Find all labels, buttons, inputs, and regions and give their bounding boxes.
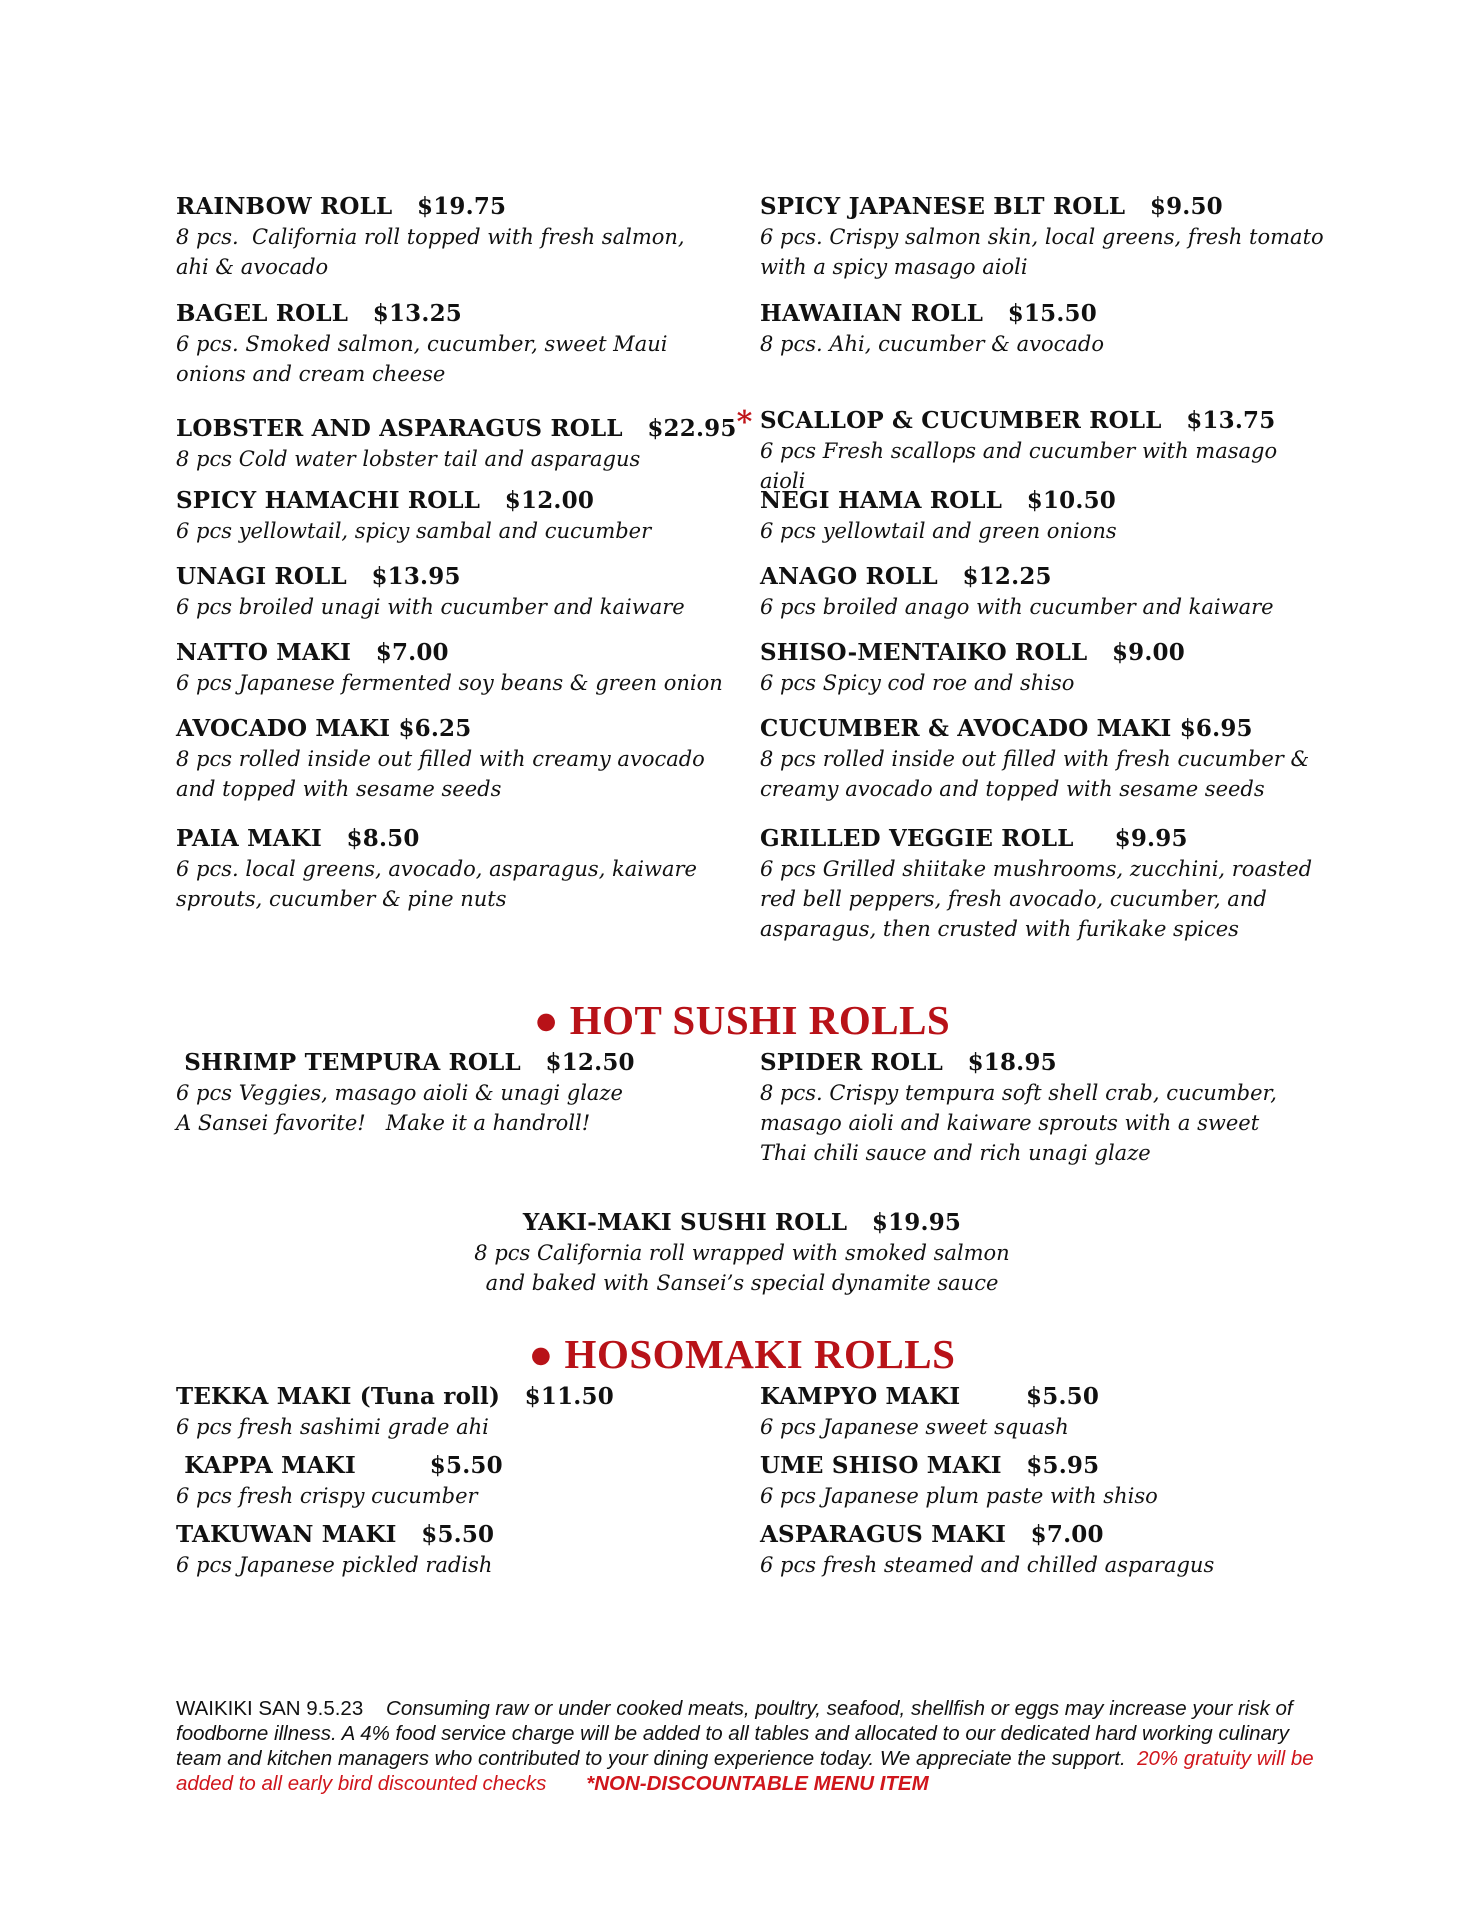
health-notice: Consuming raw or under cooked meats, poultry, seafood, shellfish or eggs may increase your risk of foodborne illness. A 4% food service charge will be added to all tables and allocated to our dedicated hard working culinary team and kitchen managers who contributed to your dining experience today. We appreciate the support. (176, 1697, 1293, 1770)
item-name (176, 405, 753, 444)
item-description: 8 pcs rolled inside out filled with creamy avocado and topped with sesame seeds (176, 747, 705, 801)
item-description: 8 pcs California roll wrapped with smoked salmon and baked with Sansei’s special dynamite sauce (474, 1241, 1010, 1295)
item-description: 6 pcs broiled anago with cucumber and kaiware (760, 595, 1274, 619)
item-name: HAWAIIAN ROLL $15.50 (760, 300, 1097, 327)
footer-disclaimer (176, 1696, 1336, 1796)
gratuity-notice: 20% gratuity will be added to all early bird discounted checks (176, 1747, 1314, 1795)
item-name: SCALLOP & CUCUMBER ROLL $13.75 (760, 407, 1276, 434)
item-name: NEGI HAMA ROLL $10.50 (760, 487, 1116, 514)
item-name: TAKUWAN MAKI $5.50 (176, 1521, 495, 1548)
item-name: BAGEL ROLL $13.25 (176, 300, 462, 327)
item-description: 6 pcs Veggies, masago aioli & unagi glaze A Sansei favorite! Make it a handroll! (176, 1081, 623, 1135)
item-name: UME SHISO MAKI $5.95 (760, 1452, 1100, 1479)
menu-item-rainbow-roll (176, 191, 742, 298)
menu-item-spicy-hamachi-roll (176, 485, 742, 561)
item-description: 8 pcs. California roll topped with fresh salmon, ahi & avocado (176, 225, 685, 279)
item-description: 6 pcs fresh sashimi grade ahi (176, 1415, 489, 1439)
menu-item-tekka-maki (176, 1381, 742, 1450)
menu-item-grilled-veggie-roll (760, 823, 1326, 941)
item-description: 6 pcs yellowtail, spicy sambal and cucumber (176, 519, 652, 543)
item-description: 6 pcs Japanese pickled radish (176, 1553, 493, 1577)
item-name: RAINBOW ROLL $19.75 (176, 193, 507, 220)
menu-item-asparagus-maki (760, 1519, 1326, 1588)
item-name: SHISO-MENTAIKO ROLL $9.00 (760, 639, 1185, 666)
item-description: 8 pcs rolled inside out filled with fresh cucumber & creamy avocado and topped with sesame seeds (760, 747, 1310, 801)
menu-item-spider-roll (760, 1047, 1326, 1168)
item-name: TEKKA MAKI (Tuna roll) $11.50 (176, 1383, 614, 1410)
item-description: 6 pcs fresh crispy cucumber (176, 1484, 478, 1508)
rolls-grid (176, 191, 1326, 941)
menu-item-cucumber-avocado-maki (760, 713, 1326, 823)
item-name: ASPARAGUS MAKI $7.00 (760, 1521, 1104, 1548)
menu-item-anago-roll (760, 561, 1326, 637)
menu-item-paia-maki (176, 823, 742, 933)
item-name: SPICY HAMACHI ROLL $12.00 (176, 487, 595, 514)
item-name: AVOCADO MAKI $6.25 (176, 715, 472, 742)
menu-code: WAIKIKI SAN 9.5.23 (176, 1697, 364, 1720)
item-description: 8 pcs. Crispy tempura soft shell crab, cucumber, masago aioli and kaiware sprouts with a sweet Thai chili sauce and rich unagi glaze (760, 1081, 1277, 1165)
item-name: KAMPYO MAKI $5.50 (760, 1383, 1100, 1410)
item-description: 6 pcs yellowtail and green onions (760, 519, 1117, 543)
item-description: 6 pcs broiled unagi with cucumber and kaiware (176, 595, 685, 619)
item-name: GRILLED VEGGIE ROLL $9.95 (760, 825, 1188, 852)
menu-item-yaki-maki-sushi-roll (0, 1207, 1484, 1298)
item-description: 6 pcs Japanese sweet squash (760, 1415, 1069, 1439)
item-description: 6 pcs Fresh scallops and cucumber with masago aioli (760, 439, 1284, 493)
non-discountable-star: * (736, 405, 753, 440)
item-name: SPICY JAPANESE BLT ROLL $9.50 (760, 193, 1223, 220)
menu-item-lobster-asparagus-roll (176, 405, 753, 485)
section-title-hosomaki-rolls: ● HOSOMAKI ROLLS (528, 1331, 956, 1377)
section-title-hot-sushi-rolls: ● HOT SUSHI ROLLS (533, 997, 951, 1043)
item-name: SHRIMP TEMPURA ROLL $12.50 (176, 1049, 635, 1076)
item-description: 8 pcs. Ahi, cucumber & avocado (760, 332, 1104, 356)
item-name: ANAGO ROLL $12.25 (760, 563, 1052, 590)
item-description: 6 pcs Japanese fermented soy beans & green onion (176, 671, 723, 695)
menu-item-negi-hama-roll (760, 485, 1326, 561)
menu-item-shrimp-tempura-roll (176, 1047, 742, 1168)
item-description: 6 pcs. Smoked salmon, cucumber, sweet Maui onions and cream cheese (176, 332, 668, 386)
menu-item-kappa-maki (176, 1450, 742, 1519)
menu-item-scallop-cucumber-roll (760, 405, 1326, 493)
menu-item-takuwan-maki (176, 1519, 742, 1588)
item-description: 6 pcs. Crispy salmon skin, local greens, fresh tomato with a spicy masago aioli (760, 225, 1324, 279)
item-description: 6 pcs Spicy cod roe and shiso (760, 671, 1075, 695)
item-name-text: LOBSTER AND ASPARAGUS ROLL $22.95 (176, 415, 737, 442)
item-name: KAPPA MAKI $5.50 (176, 1452, 503, 1479)
item-name: PAIA MAKI $8.50 (176, 825, 420, 852)
item-description: 6 pcs Japanese plum paste with shiso (760, 1484, 1158, 1508)
item-name: UNAGI ROLL $13.95 (176, 563, 461, 590)
menu-item-avocado-maki (176, 713, 742, 823)
menu-item-kampyo-maki (760, 1381, 1326, 1450)
item-description: 6 pcs fresh steamed and chilled asparagus (760, 1553, 1215, 1577)
menu-item-spicy-japanese-blt-roll (760, 191, 1326, 298)
menu-item-unagi-roll (176, 561, 742, 637)
item-name: YAKI-MAKI SUSHI ROLL $19.95 (522, 1209, 962, 1236)
hosomaki-grid (176, 1381, 1326, 1588)
menu-item-hawaiian-roll (760, 298, 1326, 405)
menu-item-natto-maki (176, 637, 742, 713)
item-description: 6 pcs Grilled shiitake mushrooms, zucchini, roasted red bell peppers, fresh avocado, cucumber, and asparagus, then crusted with furikake spices (760, 857, 1313, 941)
non-discountable-notice: *NON-DISCOUNTABLE MENU ITEM (586, 1772, 929, 1795)
menu-item-shiso-mentaiko-roll (760, 637, 1326, 713)
item-description: 6 pcs. local greens, avocado, asparagus, kaiware sprouts, cucumber & pine nuts (176, 857, 697, 911)
item-name: SPIDER ROLL $18.95 (760, 1049, 1057, 1076)
item-name: CUCUMBER & AVOCADO MAKI $6.95 (760, 715, 1253, 742)
menu-item-ume-shiso-maki (760, 1450, 1326, 1519)
hot-rolls-grid (176, 1047, 1326, 1168)
item-name: NATTO MAKI $7.00 (176, 639, 449, 666)
item-description: 8 pcs Cold water lobster tail and asparagus (176, 447, 641, 471)
menu-item-bagel-roll (176, 298, 742, 405)
